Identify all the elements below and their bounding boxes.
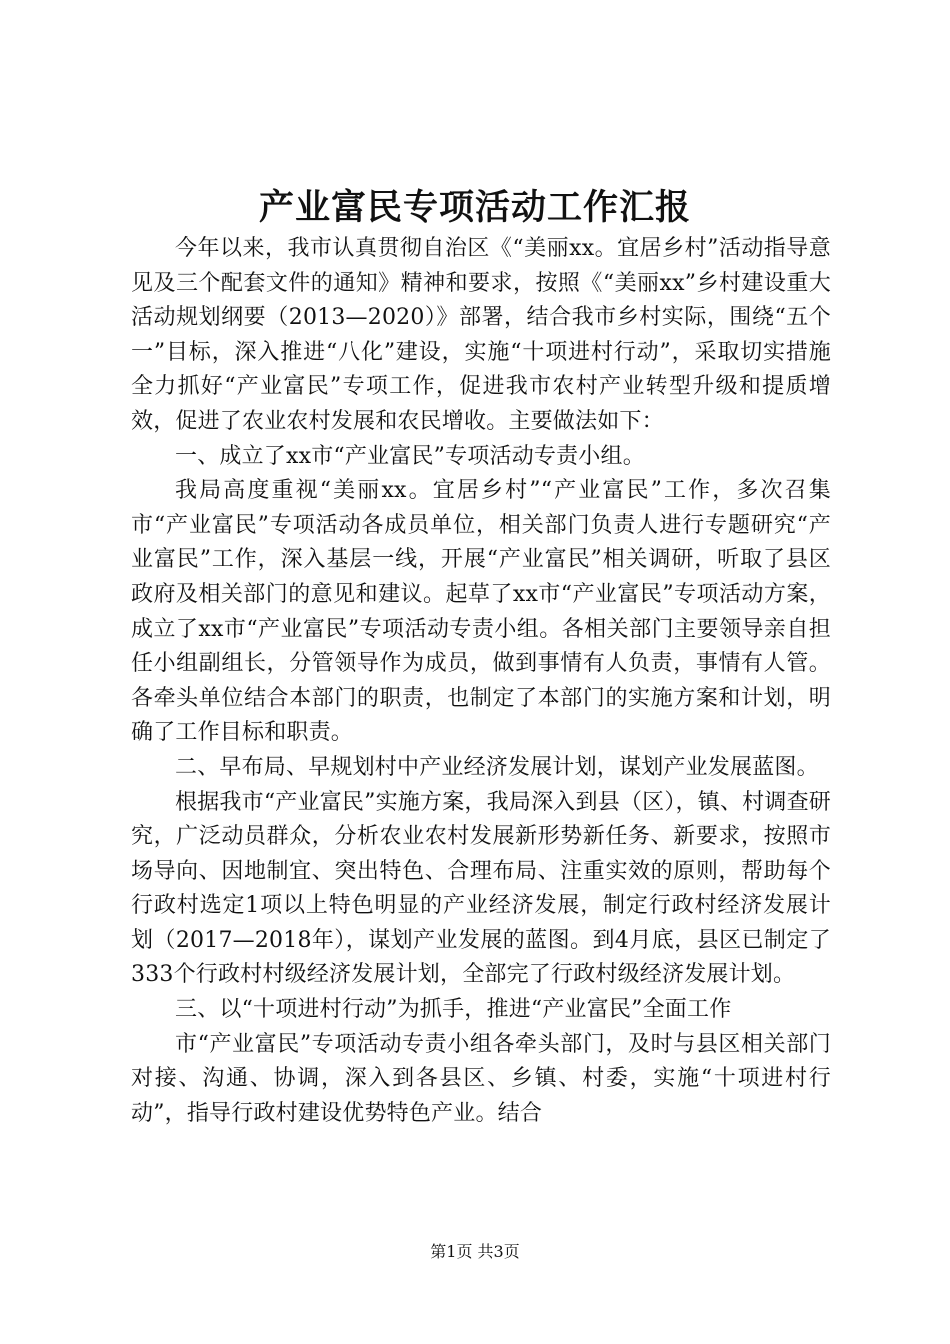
paragraph-section-2: 根据我市“产业富民”实施方案，我局深入到县（区），镇、村调查研究，广泛动员群众，分析农业农村发展新形势新任务、新要求，按照市场导向、因地制宜、突出特色、合理布局、注重实效的原则，帮助每个行政村选定1项以上特色明显的产业经济发展，制定行政村经济发展计划（2017—2018年），谋划产业发展的蓝图。到4月底，县区已制定了333个行政村村级经济发展计划，全部完了行政村级经济发展计划。 (131, 789, 831, 988)
paragraph-section-1: 我局高度重视“美丽xx。宜居乡村”“产业富民”工作，多次召集市“产业富民”专项活动各成员单位，相关部门负责人进行专题研究“产业富民”工作，深入基层一线，开展“产业富民”相关调研，听取了县区政府及相关部门的意见和建议。起草了xx市“产业富民”专项活动方案，成立了xx市“产业富民”专项活动专责小组。各相关部门主要领导亲自担任小组副组长，分管领导作为成员，做到事情有人负责，事情有人管。各牵头单位结合本部门的职责，也制定了本部门的实施方案和计划，明确了工作目标和职责。 (131, 478, 831, 746)
paragraph-section-3: 市“产业富民”专项活动专责小组各牵头部门，及时与县区相关部门对接、沟通、协调，深入到各县区、乡镇、村委，实施“十项进村行动”，指导行政村建设优势特色产业。结合 (131, 1031, 831, 1126)
document-body (131, 232, 831, 1131)
paragraph-intro: 今年以来，我市认真贯彻自治区《“美丽xx。宜居乡村”活动指导意见及三个配套文件的通知》精神和要求，按照《“美丽xx”乡村建设重大活动规划纲要（2013—2020）》部署，结合我市乡村实际，围绕“五个一”目标，深入推进“八化”建设，实施“十项进村行动”，采取切实措施全力抓好“产业富民”专项工作，促进我市农村产业转型升级和提质增效，促进了农业农村发展和农民增收。主要做法如下： (131, 236, 831, 434)
page-title: 产业富民专项活动工作汇报 (258, 187, 691, 228)
heading-section-3: 三、以“十项进村行动”为抓手，推进“产业富民”全面工作 (175, 997, 732, 1023)
heading-section-1: 一、成立了xx市“产业富民”专项活动专责小组。 (175, 443, 645, 469)
page-number-footer: 第1页 共3页 (430, 1242, 520, 1261)
heading-section-2: 二、早布局、早规划村中产业经济发展计划，谋划产业发展蓝图。 (175, 754, 819, 780)
